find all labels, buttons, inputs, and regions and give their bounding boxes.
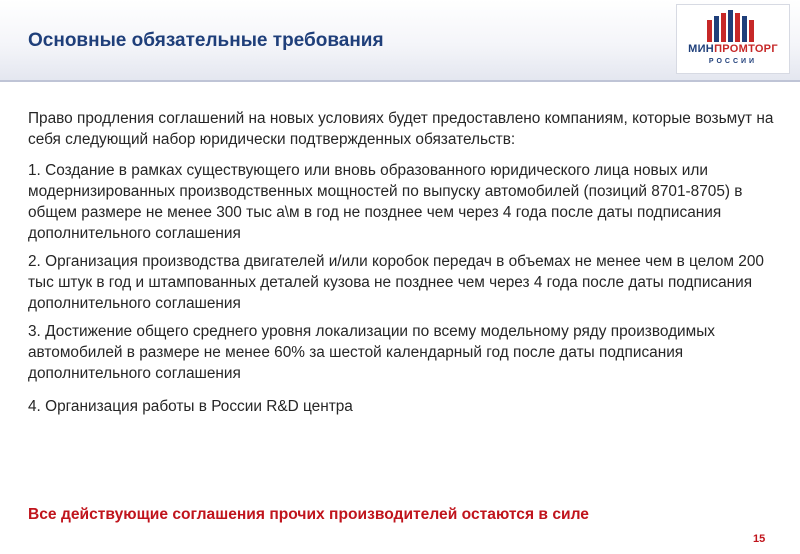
requirement-item-1: 1. Создание в рамках существующего или вновь образованного юридического лица новых или модернизированных производственных мощностей по выпуску автомобилей (позиций 8701-8705) в общем размере не менее 300 тыс а\м в год не позднее чем через 4 года после даты подписания дополнительного соглашения [28,162,743,242]
header-divider [0,80,800,82]
requirement-item-3: 3. Достижение общего среднего уровня локализации по всему модельному ряду производимых автомобилей в размере не менее 60% за шестой календарный год после даты подписания дополнительного соглашения [28,323,715,382]
slide-title: Основные обязательные требования [28,30,384,51]
logo-wordmark-part2: ПРОМТОРГ [714,43,778,55]
page-number: 15 [753,533,766,545]
intro-paragraph: Право продления соглашений на новых условиях будет предоставлено компаниям, которые возьмут на себя следующий набор юридически подтвержденных обязательств: [28,110,774,148]
logo-emblem-icon [705,10,761,42]
requirement-item-4: 4. Организация работы в России R&D центра [28,398,353,415]
logo-subtitle: РОССИИ [708,58,758,65]
slide-body [28,108,778,424]
requirement-item-2: 2. Организация производства двигателей и/или коробок передач в объемах не менее чем в целом 200 тыс штук в год и штампованных деталей кузова не позднее чем через 4 года после даты подписания дополнительного соглашения [28,253,764,312]
minpromtorg-logo [676,4,790,74]
footer-note: Все действующие соглашения прочих производителей остаются в силе [28,506,589,523]
logo-wordmark-part1: МИН [688,43,715,55]
logo-wordmark [677,43,789,55]
